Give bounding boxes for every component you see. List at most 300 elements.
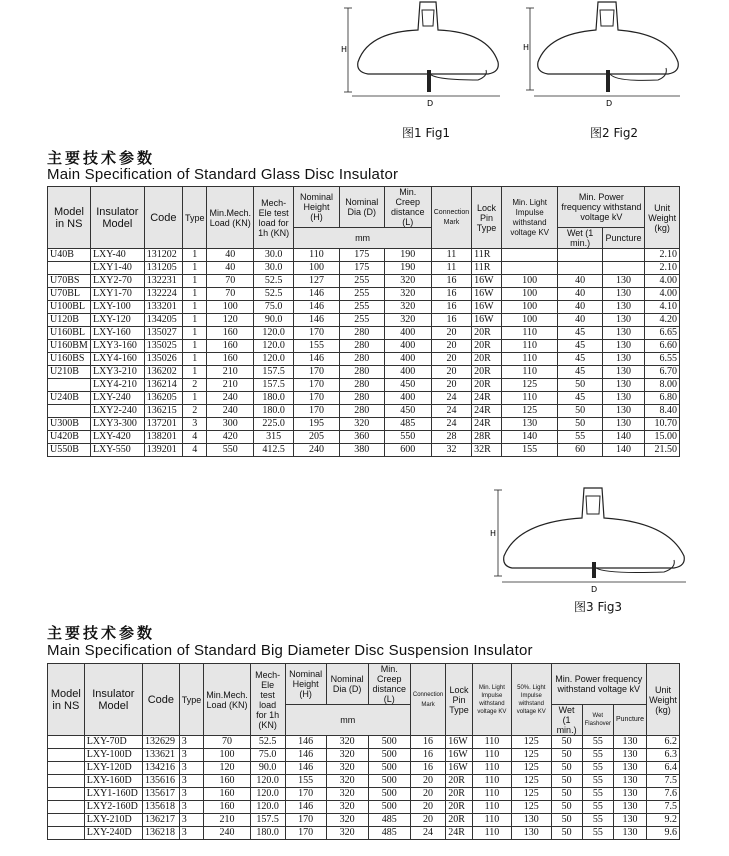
table-cell: [48, 788, 85, 801]
table-cell: 175: [339, 262, 384, 275]
table-cell: 100: [501, 275, 558, 288]
header2-nominal-dia: Nominal Dia (D): [326, 664, 368, 705]
table-cell: 170: [294, 366, 339, 379]
glass-disc-spec-table: [47, 186, 680, 457]
table-cell: LXY3-210: [90, 366, 144, 379]
table-row: [48, 788, 680, 801]
table-cell: 320: [384, 288, 431, 301]
table-cell: 550: [207, 444, 254, 457]
table-cell: 70: [207, 288, 254, 301]
table-cell: 255: [339, 288, 384, 301]
table-cell: 320: [339, 418, 384, 431]
table-cell: 6.70: [645, 366, 680, 379]
table-cell: 450: [384, 379, 431, 392]
table-cell: 20R: [446, 814, 472, 827]
table-cell: 420: [207, 431, 254, 444]
table-cell: 320: [326, 736, 368, 749]
table-cell: 55: [582, 736, 613, 749]
table-cell: 75.0: [250, 749, 285, 762]
header-nominal-height: Nominal Height (H): [294, 187, 339, 228]
table-row: [48, 444, 680, 457]
table-cell: 70: [204, 736, 251, 749]
table-cell: 125: [501, 405, 558, 418]
table-cell: 136215: [144, 405, 182, 418]
table-cell: 9.6: [647, 827, 680, 840]
header2-model-ns: Model in NS: [48, 664, 85, 736]
table-cell: 320: [326, 801, 368, 814]
table-cell: 130: [602, 392, 645, 405]
table-cell: 100: [501, 314, 558, 327]
table-cell: 180.0: [253, 392, 293, 405]
table-cell: 130: [613, 801, 646, 814]
table-cell: 1: [182, 353, 207, 366]
table-cell: 130: [602, 405, 645, 418]
header2-code: Code: [142, 664, 179, 736]
table-cell: 130: [613, 827, 646, 840]
table-cell: 500: [368, 749, 410, 762]
svg-text:H: H: [490, 529, 497, 538]
table-cell: 11R: [472, 249, 502, 262]
table-cell: 55: [558, 431, 602, 444]
table-cell: U420B: [48, 431, 91, 444]
header2-mech-ele: Mech-Ele test load for 1h (KN): [250, 664, 285, 736]
table-cell: 6.2: [647, 736, 680, 749]
table-row: [48, 379, 680, 392]
table-cell: 1: [182, 392, 207, 405]
table-cell: 20: [431, 379, 471, 392]
table-cell: 40: [558, 301, 602, 314]
table-cell: LXY-120D: [84, 762, 142, 775]
table-cell: [48, 736, 85, 749]
table-cell: 3: [179, 801, 204, 814]
table-cell: 20: [410, 801, 445, 814]
table-cell: 320: [384, 275, 431, 288]
table-cell: 20R: [472, 366, 502, 379]
table-cell: 135617: [142, 788, 179, 801]
table-cell: 485: [368, 827, 410, 840]
table-cell: 120: [204, 762, 251, 775]
table-cell: 146: [294, 314, 339, 327]
table-cell: 146: [285, 801, 326, 814]
table-cell: 20R: [472, 340, 502, 353]
big-diameter-spec-table: [47, 663, 680, 840]
table-cell: LXY-100: [90, 301, 144, 314]
table-cell: 300: [207, 418, 254, 431]
table-cell: 130: [613, 749, 646, 762]
table-cell: 137201: [144, 418, 182, 431]
header2-nominal-height: Nominal Height (H): [285, 664, 326, 705]
table-row: [48, 827, 680, 840]
table-row: [48, 775, 680, 788]
header-model-ns: Model in NS: [48, 187, 91, 249]
table-cell: 24R: [472, 418, 502, 431]
table-cell: 130: [602, 314, 645, 327]
table-row: [48, 405, 680, 418]
header2-wet: Wet (1 min.): [551, 705, 582, 736]
table-cell: 140: [602, 444, 645, 457]
table-cell: 195: [294, 418, 339, 431]
table-cell: U70BL: [48, 288, 91, 301]
table-cell: 40: [558, 314, 602, 327]
table-cell: 180.0: [253, 405, 293, 418]
table-cell: 170: [285, 814, 326, 827]
table-cell: [501, 249, 558, 262]
table-cell: 120.0: [250, 775, 285, 788]
table-cell: 155: [501, 444, 558, 457]
table-cell: 120.0: [250, 788, 285, 801]
header2-unit-weight: Unit Weight (kg): [647, 664, 680, 736]
table-cell: 1: [182, 249, 207, 262]
table-cell: 4: [182, 444, 207, 457]
table-cell: 130: [613, 775, 646, 788]
table-row: [48, 249, 680, 262]
table-cell: 155: [294, 340, 339, 353]
table-cell: [48, 775, 85, 788]
table-cell: LXY-100D: [84, 749, 142, 762]
figure-1-drawing: [338, 0, 508, 118]
table-cell: 50: [558, 379, 602, 392]
table-cell: 100: [294, 262, 339, 275]
svg-text:D: D: [606, 99, 613, 108]
table-cell: 45: [558, 327, 602, 340]
table-cell: 24R: [472, 392, 502, 405]
table-cell: 280: [339, 327, 384, 340]
table-cell: 7.6: [647, 788, 680, 801]
table-cell: 132231: [144, 275, 182, 288]
table-cell: 30.0: [253, 262, 293, 275]
table-cell: 110: [501, 366, 558, 379]
table-cell: U100BL: [48, 301, 91, 314]
table-cell: 100: [501, 301, 558, 314]
table-cell: LXY-550: [90, 444, 144, 457]
table-cell: 500: [368, 762, 410, 775]
table-cell: [501, 262, 558, 275]
table-cell: 1: [182, 340, 207, 353]
table-cell: 135027: [144, 327, 182, 340]
table-cell: 140: [501, 431, 558, 444]
table-cell: 110: [501, 353, 558, 366]
table-row: [48, 301, 680, 314]
table-cell: 4.10: [645, 301, 680, 314]
table-cell: 280: [339, 353, 384, 366]
table-row: [48, 262, 680, 275]
table-cell: 24: [431, 392, 471, 405]
header2-insulator-model: Insulator Model: [84, 664, 142, 736]
table-cell: 55: [582, 814, 613, 827]
table-cell: 60: [558, 444, 602, 457]
table-cell: 136218: [142, 827, 179, 840]
table-cell: 3: [179, 762, 204, 775]
table-cell: 120.0: [253, 353, 293, 366]
table-cell: 32: [431, 444, 471, 457]
table-cell: 50: [558, 418, 602, 431]
table-cell: 6.80: [645, 392, 680, 405]
table-cell: 500: [368, 788, 410, 801]
table-cell: U70BS: [48, 275, 91, 288]
table-cell: 20R: [472, 379, 502, 392]
table-cell: 3: [179, 827, 204, 840]
table-cell: 130: [512, 814, 551, 827]
table-cell: 320: [326, 814, 368, 827]
table-cell: 125: [512, 736, 551, 749]
table-cell: 8.40: [645, 405, 680, 418]
table-cell: 20: [431, 340, 471, 353]
table-cell: 24R: [446, 827, 472, 840]
table-cell: 55: [582, 749, 613, 762]
table-cell: 75.0: [253, 301, 293, 314]
table-cell: 24: [431, 418, 471, 431]
header-min-light-impulse: Min. Light Impulse withstand voltage KV: [501, 187, 558, 249]
table-cell: 24: [431, 405, 471, 418]
table-cell: 32R: [472, 444, 502, 457]
table-cell: 100: [207, 301, 254, 314]
table-cell: 600: [384, 444, 431, 457]
table-cell: 110: [472, 775, 511, 788]
table-cell: [48, 379, 91, 392]
table-cell: 21.50: [645, 444, 680, 457]
table-cell: 400: [384, 353, 431, 366]
table-cell: 320: [384, 301, 431, 314]
table-cell: 146: [294, 301, 339, 314]
table-cell: 360: [339, 431, 384, 444]
header-type: Type: [182, 187, 207, 249]
table-cell: LXY2-240: [90, 405, 144, 418]
table-cell: 1: [182, 366, 207, 379]
table-cell: 50: [551, 814, 582, 827]
table-row: [48, 762, 680, 775]
table-cell: 3: [182, 418, 207, 431]
table-cell: 45: [558, 353, 602, 366]
table-cell: 146: [294, 288, 339, 301]
table-cell: LXY1-160D: [84, 788, 142, 801]
table-cell: 125: [512, 749, 551, 762]
table-cell: [48, 814, 85, 827]
table-cell: 4: [182, 431, 207, 444]
table-cell: 315: [253, 431, 293, 444]
table-cell: 500: [368, 736, 410, 749]
table-cell: 136214: [144, 379, 182, 392]
table-cell: 4.00: [645, 275, 680, 288]
figure-3-drawing: [488, 486, 698, 596]
table-cell: 130: [602, 327, 645, 340]
table-cell: 160: [204, 801, 251, 814]
table-cell: 120.0: [250, 801, 285, 814]
table-cell: 160: [207, 327, 254, 340]
table-cell: 280: [339, 340, 384, 353]
table-cell: 2: [182, 405, 207, 418]
table-cell: 52.5: [253, 288, 293, 301]
table-cell: 130: [602, 275, 645, 288]
table-cell: LXY-70D: [84, 736, 142, 749]
table-cell: 45: [558, 366, 602, 379]
table-cell: 3: [179, 788, 204, 801]
table-cell: 20: [431, 353, 471, 366]
table-cell: U210B: [48, 366, 91, 379]
table-cell: 50: [551, 788, 582, 801]
table-cell: LXY-160: [90, 327, 144, 340]
table-cell: U240B: [48, 392, 91, 405]
table-cell: 146: [285, 749, 326, 762]
svg-text:D: D: [427, 99, 434, 108]
table-cell: U160BS: [48, 353, 91, 366]
table-cell: 160: [207, 340, 254, 353]
table-cell: 50: [551, 749, 582, 762]
table-cell: 139201: [144, 444, 182, 457]
table-cell: 400: [384, 340, 431, 353]
table-cell: 170: [294, 327, 339, 340]
table-cell: 16W: [472, 288, 502, 301]
table-cell: 130: [501, 418, 558, 431]
table-cell: 225.0: [253, 418, 293, 431]
table-cell: 100: [501, 288, 558, 301]
table-cell: 280: [339, 405, 384, 418]
header-wet: Wet (1 min.): [558, 228, 602, 249]
table-cell: 50: [551, 762, 582, 775]
table-cell: 50: [551, 736, 582, 749]
table-cell: 125: [512, 762, 551, 775]
table-cell: [48, 827, 85, 840]
table-cell: 320: [326, 749, 368, 762]
table-cell: 50: [551, 775, 582, 788]
section2-title-en: Main Specification of Standard Big Diameter Disc Suspension Insulator: [47, 642, 533, 659]
table-cell: 485: [384, 418, 431, 431]
table-cell: 125: [501, 379, 558, 392]
table-cell: 380: [339, 444, 384, 457]
table-cell: 20R: [446, 788, 472, 801]
table-cell: 320: [326, 788, 368, 801]
table-cell: 550: [384, 431, 431, 444]
header-mm-unit: mm: [294, 228, 431, 249]
table-cell: 240: [204, 827, 251, 840]
table-cell: U300B: [48, 418, 91, 431]
table-cell: 130: [602, 418, 645, 431]
table-row: [48, 736, 680, 749]
table-cell: 9.2: [647, 814, 680, 827]
table-cell: 170: [294, 379, 339, 392]
table-cell: 400: [384, 327, 431, 340]
table-cell: 45: [558, 392, 602, 405]
table-cell: LXY3-300: [90, 418, 144, 431]
table-row: [48, 801, 680, 814]
header2-connection-mark: Connection Mark: [410, 664, 445, 736]
section1-title-en: Main Specification of Standard Glass Disc Insulator: [47, 166, 399, 183]
section1-title-cn: 主要技术参数: [47, 149, 156, 167]
header-connection-mark: Connection Mark: [431, 187, 471, 249]
table-cell: LXY2-160D: [84, 801, 142, 814]
table-row: [48, 340, 680, 353]
table-cell: 110: [472, 762, 511, 775]
table-cell: 135616: [142, 775, 179, 788]
table-cell: 130: [602, 366, 645, 379]
table-cell: 130: [613, 736, 646, 749]
table-cell: 280: [339, 379, 384, 392]
table-cell: [48, 262, 91, 275]
table-row: [48, 392, 680, 405]
table-cell: U120B: [48, 314, 91, 327]
table-cell: LXY1-40: [90, 262, 144, 275]
table-cell: 30.0: [253, 249, 293, 262]
table-cell: 16: [431, 301, 471, 314]
table-cell: 55: [582, 775, 613, 788]
table-cell: LXY-420: [90, 431, 144, 444]
table-cell: 400: [384, 392, 431, 405]
table-cell: 11: [431, 262, 471, 275]
table-cell: 133621: [142, 749, 179, 762]
figure-2-drawing: [520, 0, 690, 118]
table-cell: 130: [602, 353, 645, 366]
table-cell: 7.5: [647, 801, 680, 814]
table-cell: 120.0: [253, 327, 293, 340]
table-cell: 280: [339, 366, 384, 379]
table-row: [48, 288, 680, 301]
table-cell: 170: [294, 392, 339, 405]
header2-puncture: Puncture: [613, 705, 646, 736]
header-min-creep: Min. Creep distance (L): [384, 187, 431, 228]
table-cell: 130: [613, 788, 646, 801]
table-cell: 2.10: [645, 262, 680, 275]
table-cell: 110: [472, 827, 511, 840]
table-cell: 157.5: [253, 366, 293, 379]
table-cell: 190: [384, 262, 431, 275]
svg-text:D: D: [591, 585, 598, 594]
table-cell: 130: [512, 827, 551, 840]
table-cell: LXY-120: [90, 314, 144, 327]
table-cell: 40: [558, 288, 602, 301]
table-cell: 40: [207, 249, 254, 262]
table-cell: 70: [207, 275, 254, 288]
table-cell: LXY-240: [90, 392, 144, 405]
table-row: [48, 327, 680, 340]
table-cell: 100: [204, 749, 251, 762]
table-cell: LXY4-160: [90, 353, 144, 366]
table-cell: 110: [472, 814, 511, 827]
table-cell: 175: [339, 249, 384, 262]
figure-2-caption: 图2 Fig2: [590, 126, 639, 140]
table-row: [48, 431, 680, 444]
table-cell: 485: [368, 814, 410, 827]
header2-min-creep: Min. Creep distance (L): [368, 664, 410, 705]
table-cell: 110: [501, 340, 558, 353]
table-cell: 20R: [446, 775, 472, 788]
header-lock-pin: Lock Pin Type: [472, 187, 502, 249]
table-cell: 135026: [144, 353, 182, 366]
table-cell: 170: [294, 405, 339, 418]
table-cell: 1: [182, 314, 207, 327]
table-row: [48, 749, 680, 762]
table-cell: 280: [339, 392, 384, 405]
table-cell: 50: [551, 801, 582, 814]
table-cell: 16W: [446, 762, 472, 775]
table-cell: [48, 801, 85, 814]
table-cell: 3: [179, 775, 204, 788]
table-cell: 130: [613, 762, 646, 775]
table-cell: 55: [582, 827, 613, 840]
table-cell: 1: [182, 288, 207, 301]
table-cell: 134205: [144, 314, 182, 327]
table-cell: 4.00: [645, 288, 680, 301]
table-cell: 6.65: [645, 327, 680, 340]
table-cell: 11: [431, 249, 471, 262]
table-cell: [48, 762, 85, 775]
table-cell: 55: [582, 801, 613, 814]
table-cell: 16: [431, 288, 471, 301]
header-unit-weight: Unit Weight (kg): [645, 187, 680, 249]
table-cell: 320: [384, 314, 431, 327]
header-nominal-dia: Nominal Dia (D): [339, 187, 384, 228]
table-cell: 146: [294, 353, 339, 366]
table-row: [48, 814, 680, 827]
table-cell: 160: [204, 775, 251, 788]
